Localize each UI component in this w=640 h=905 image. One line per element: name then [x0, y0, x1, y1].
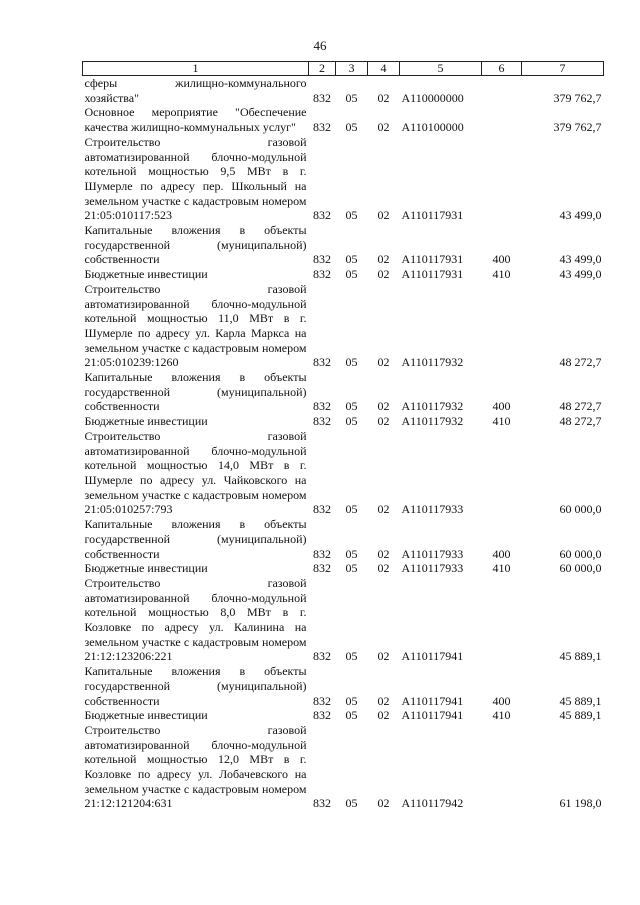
ministry-code: 832 — [313, 252, 331, 267]
section-code: 05 — [345, 120, 358, 135]
ministry-code: 832 — [313, 561, 331, 576]
table-row — [83, 561, 604, 576]
section-code: 05 — [345, 693, 358, 708]
target-article-code: А110117942 — [401, 796, 464, 811]
column-header: 2 — [309, 62, 336, 76]
item-description: Строительство газовой автоматизированной блочно-модульной котельной мощностью 9,5 МВт в г. Шумерле по адресу пер. Школьный на земельном участке с кадастровым номером 21:05:010117:523 — [84, 134, 307, 223]
section-code: 05 — [345, 208, 358, 223]
table-row — [83, 76, 604, 106]
target-article-code: А110117932 — [401, 414, 464, 429]
ministry-code: 832 — [313, 649, 331, 664]
column-header: 5 — [400, 62, 482, 76]
subsection-code: 02 — [377, 208, 390, 223]
ministry-code: 832 — [313, 208, 331, 223]
ministry-code: 832 — [313, 502, 331, 517]
expense-type-code — [482, 135, 522, 223]
amount: 379 762,7 — [553, 120, 602, 135]
expense-type-code: 410 — [492, 708, 511, 723]
subsection-code: 02 — [377, 414, 390, 429]
amount: 45 889,1 — [559, 649, 602, 664]
section-code: 05 — [345, 90, 358, 105]
expense-type-code — [482, 76, 522, 106]
item-description: Капитальные вложения в объекты государственной (муниципальной) собственности — [84, 223, 307, 267]
table-row — [83, 429, 604, 517]
budget-table — [82, 61, 604, 811]
item-description: Бюджетные инвестиции — [84, 414, 208, 429]
ministry-code: 832 — [313, 120, 331, 135]
ministry-code: 832 — [313, 796, 331, 811]
ministry-code: 832 — [313, 90, 331, 105]
table-row — [83, 708, 604, 723]
section-code: 05 — [345, 502, 358, 517]
target-article-code: А110117941 — [401, 693, 464, 708]
target-article-code: А110117933 — [401, 502, 464, 517]
subsection-code: 02 — [377, 693, 390, 708]
section-code: 05 — [345, 561, 358, 576]
amount: 60 000,0 — [559, 561, 602, 576]
amount: 61 198,0 — [559, 796, 602, 811]
ministry-code: 832 — [313, 414, 331, 429]
subsection-code: 02 — [377, 502, 390, 517]
expense-type-code — [482, 723, 522, 811]
item-description: Капитальные вложения в объекты государственной (муниципальной) собственности — [84, 664, 307, 708]
section-code: 05 — [345, 355, 358, 370]
expense-type-code — [482, 576, 522, 664]
expense-type-code — [482, 429, 522, 517]
subsection-code: 02 — [377, 267, 390, 282]
subsection-code: 02 — [377, 561, 390, 576]
ministry-code: 832 — [313, 355, 331, 370]
column-header: 3 — [336, 62, 368, 76]
table-row — [83, 135, 604, 223]
column-header: 4 — [368, 62, 400, 76]
section-code: 05 — [345, 414, 358, 429]
expense-type-code: 400 — [492, 252, 511, 267]
column-header: 6 — [482, 62, 522, 76]
section-code: 05 — [345, 649, 358, 664]
item-description: сферы жилищно-коммунального хозяйства" — [84, 76, 307, 105]
ministry-code: 832 — [313, 267, 331, 282]
subsection-code: 02 — [377, 355, 390, 370]
section-code: 05 — [345, 267, 358, 282]
target-article-code: А110117931 — [401, 252, 464, 267]
expense-type-code — [482, 105, 522, 134]
column-header: 1 — [83, 62, 309, 76]
item-description: Капитальные вложения в объекты государственной (муниципальной) собственности — [84, 370, 307, 414]
item-description: Основное мероприятие "Обеспечение качества жилищно-коммунальных услуг" — [84, 105, 307, 135]
subsection-code: 02 — [377, 649, 390, 664]
target-article-code: А110117941 — [401, 708, 464, 723]
item-description: Капитальные вложения в объекты государственной (муниципальной) собственности — [84, 517, 307, 561]
table-row — [83, 105, 604, 134]
target-article-code: А110117941 — [401, 649, 464, 664]
table-row — [83, 223, 604, 267]
amount: 48 272,7 — [559, 355, 602, 370]
expense-type-code: 410 — [492, 561, 511, 576]
table-row — [83, 370, 604, 414]
subsection-code: 02 — [377, 252, 390, 267]
page-number: 46 — [313, 38, 327, 53]
item-description: Строительство газовой автоматизированной блочно-модульной котельной мощностью 12,0 МВт в г. Козловке по адресу ул. Лобачевского на земельном участке с кадастровым номером 21:12:121204:631 — [84, 722, 307, 811]
amount: 48 272,7 — [559, 399, 602, 414]
target-article-code: А110000000 — [401, 90, 464, 105]
section-code: 05 — [345, 796, 358, 811]
table-row — [83, 664, 604, 708]
target-article-code: А110117931 — [401, 267, 464, 282]
table-row — [83, 282, 604, 370]
amount: 45 889,1 — [559, 693, 602, 708]
item-description: Строительство газовой автоматизированной блочно-модульной котельной мощностью 11,0 МВт в г. Шумерле по адресу ул. Карла Маркса на земельном участке с кадастровым номером 21:05:010239:1260 — [84, 281, 307, 370]
subsection-code: 02 — [377, 399, 390, 414]
amount: 45 889,1 — [559, 708, 602, 723]
table-row — [83, 267, 604, 282]
expense-type-code: 400 — [492, 693, 511, 708]
item-description: Бюджетные инвестиции — [84, 561, 208, 576]
amount: 60 000,0 — [559, 502, 602, 517]
subsection-code: 02 — [377, 120, 390, 135]
item-description: Бюджетные инвестиции — [84, 708, 208, 723]
target-article-code: А110100000 — [401, 120, 464, 135]
expense-type-code — [482, 282, 522, 370]
ministry-code: 832 — [313, 546, 331, 561]
amount: 43 499,0 — [559, 252, 602, 267]
target-article-code: А110117931 — [401, 208, 464, 223]
subsection-code: 02 — [377, 546, 390, 561]
subsection-code: 02 — [377, 796, 390, 811]
item-description: Строительство газовой автоматизированной блочно-модульной котельной мощностью 8,0 МВт в г. Козловке по адресу ул. Калинина на земельном участке с кадастровым номером 21:12:123206:221 — [84, 575, 307, 664]
target-article-code: А110117932 — [401, 399, 464, 414]
section-code: 05 — [345, 546, 358, 561]
ministry-code: 832 — [313, 708, 331, 723]
amount: 43 499,0 — [559, 208, 602, 223]
amount: 60 000,0 — [559, 546, 602, 561]
target-article-code: А110117932 — [401, 355, 464, 370]
amount: 379 762,7 — [553, 90, 602, 105]
ministry-code: 832 — [313, 693, 331, 708]
section-code: 05 — [345, 708, 358, 723]
ministry-code: 832 — [313, 399, 331, 414]
item-description: Бюджетные инвестиции — [84, 267, 208, 282]
table-header-row — [83, 62, 604, 76]
section-code: 05 — [345, 252, 358, 267]
target-article-code: А110117933 — [401, 546, 464, 561]
column-header: 7 — [522, 62, 604, 76]
table-row — [83, 723, 604, 811]
amount: 43 499,0 — [559, 267, 602, 282]
subsection-code: 02 — [377, 708, 390, 723]
item-description: Строительство газовой автоматизированной блочно-модульной котельной мощностью 14,0 МВт в г. Шумерле по адресу ул. Чайковского на земельном участке с кадастровым номером 21:05:010257:793 — [84, 428, 307, 517]
subsection-code: 02 — [377, 90, 390, 105]
expense-type-code: 400 — [492, 399, 511, 414]
expense-type-code: 400 — [492, 546, 511, 561]
table-row — [83, 517, 604, 561]
target-article-code: А110117933 — [401, 561, 464, 576]
table-row — [83, 414, 604, 429]
table-row — [83, 576, 604, 664]
table-body — [83, 76, 604, 812]
amount: 48 272,7 — [559, 414, 602, 429]
expense-type-code: 410 — [492, 414, 511, 429]
section-code: 05 — [345, 399, 358, 414]
expense-type-code: 410 — [492, 267, 511, 282]
